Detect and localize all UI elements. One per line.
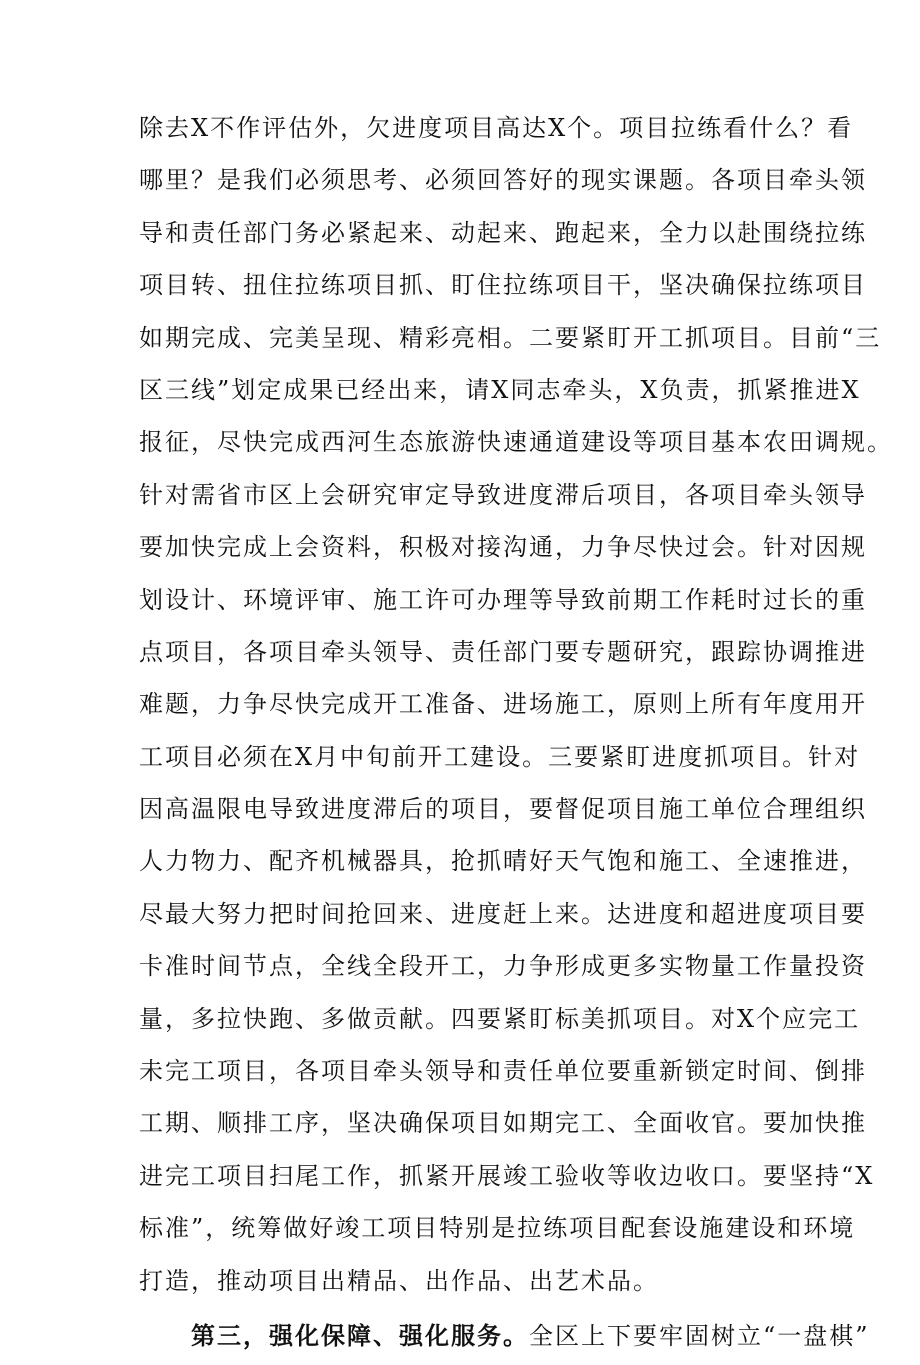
text-line: 区三线”划定成果已经出来，请X同志牵头，X负责，抓紧推进X: [139, 375, 861, 404]
text-line: 除去X不作评估外，欠进度项目高达X个。项目拉练看什么？看: [139, 114, 854, 142]
text-line: 量，多拉快跑、多做贡献。四要紧盯标美抓项目。对X个应完工: [139, 1004, 861, 1033]
text-line: 因高温限电导致进度滞后的项目，要督促项目施工单位合理组织: [139, 795, 867, 824]
text-line: 标准”，统筹做好竣工项目特别是拉练项目配套设施建设和环境: [139, 1214, 856, 1243]
text-line: 工项目必须在X月中旬前开工建设。三要紧盯进度抓项目。针对: [139, 742, 861, 771]
text-line: 针对需省市区上会研究审定导致进度滞后项目，各项目牵头领导: [139, 480, 867, 509]
text-line: 尽最大努力把时间抢回来、进度赶上来。达进度和超进度项目要: [139, 899, 867, 928]
section-heading: 第三，强化保障、强化服务。: [191, 1320, 529, 1350]
paragraph-line: [139, 1307, 870, 1365]
body-text: [139, 102, 893, 1365]
text-line: 点项目，各项目牵头领导、责任部门要专题研究，跟踪协调推进: [139, 637, 867, 666]
text-line: 要加快完成上会资料，积极对接沟通，力争尽快过会。针对因规: [139, 533, 867, 562]
text-line: 难题，力争尽快完成开工准备、进场施工，原则上所有年度用开: [139, 690, 867, 719]
text-line: 报征，尽快完成西河生态旅游快速通道建设等项目基本农田调规。: [139, 428, 893, 457]
text-line: 划设计、环境评审、施工许可办理等导致前期工作耗时过长的重: [139, 585, 867, 614]
paragraph-text: 全区上下要牢固树立“一盘棋”: [529, 1321, 870, 1350]
text-line: 哪里？是我们必须思考、必须回答好的现实课题。各项目牵头领: [139, 166, 867, 195]
text-line: 如期完成、完美呈现、精彩亮相。二要紧盯开工抓项目。目前“三: [139, 323, 882, 352]
text-line: 卡准时间节点，全线全段开工，力争形成更多实物量工作量投资: [139, 952, 867, 981]
text-line: 进完工项目扫尾工作，抓紧开展竣工验收等收边收口。要坚持“X: [139, 1161, 875, 1190]
text-line: 未完工项目，各项目牵头领导和责任单位要重新锁定时间、倒排: [139, 1057, 867, 1086]
text-line: 人力物力、配齐机械器具，抢抓晴好天气饱和施工、全速推进，: [139, 847, 867, 876]
text-line: 打造，推动项目出精品、出作品、出艺术品。: [139, 1266, 659, 1295]
text-line: 工期、顺排工序，坚决确保项目如期完工、全面收官。要加快推: [139, 1109, 867, 1138]
text-line: 项目转、扭住拉练项目抓、盯住拉练项目干，坚决确保拉练项目: [139, 271, 867, 300]
text-line: 导和责任部门务必紧起来、动起来、跑起来，全力以赴围绕拉练: [139, 218, 867, 247]
